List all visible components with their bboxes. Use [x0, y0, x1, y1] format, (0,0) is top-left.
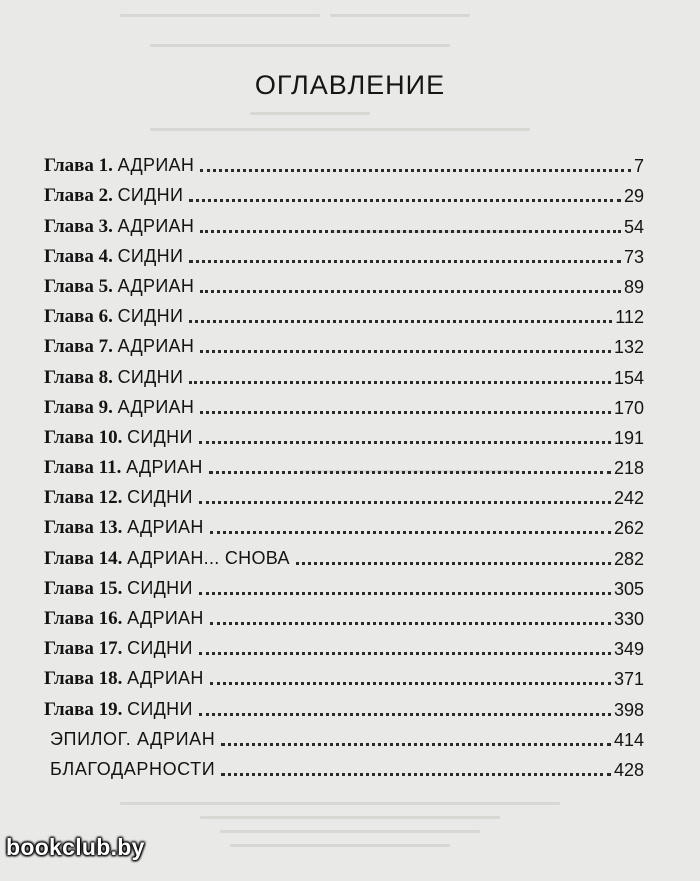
dot-leader [200, 289, 621, 293]
dot-leader [189, 198, 621, 202]
dot-leader [200, 229, 621, 233]
page-number: 89 [623, 276, 644, 297]
toc-entry-label [44, 274, 194, 299]
toc-entry[interactable] [44, 178, 644, 208]
chapter-title: СИДНИ [127, 638, 193, 659]
toc-entry-label [44, 455, 203, 480]
toc-entry[interactable] [44, 208, 644, 238]
dot-leader [296, 561, 611, 565]
chapter-number: Глава 12. [44, 487, 123, 509]
toc-entry-label [44, 727, 215, 752]
chapter-number: Глава 18. [44, 668, 123, 690]
toc-entry[interactable] [44, 269, 644, 299]
dot-leader [221, 772, 611, 776]
dot-leader [199, 651, 611, 655]
page-number: 132 [613, 337, 644, 358]
chapter-title: СИДНИ [117, 366, 184, 387]
toc-entry[interactable] [44, 571, 644, 601]
chapter-title: АДРИАН [117, 155, 195, 176]
page-number: 262 [613, 518, 644, 539]
page-number: 73 [623, 246, 644, 267]
chapter-number: Глава 16. [44, 608, 123, 629]
chapter-title: АДРИАН [127, 668, 204, 689]
dot-leader [200, 349, 611, 353]
toc-entry-label [44, 334, 194, 359]
dot-leader [199, 440, 611, 444]
toc-entry[interactable] [44, 752, 644, 782]
chapter-title: СИДНИ [127, 698, 193, 719]
dot-leader [199, 591, 611, 595]
chapter-title: СИДНИ [117, 306, 184, 327]
chapter-title: АДРИАН [127, 608, 204, 628]
chapter-number: Глава 10. [44, 426, 123, 448]
chapter-title: СИДНИ [127, 426, 193, 447]
toc-entry-label [44, 365, 183, 390]
chapter-number: Глава 14. [44, 547, 123, 569]
toc-entry-label [44, 395, 194, 420]
page-number: 112 [615, 307, 644, 328]
page-number: 428 [613, 759, 644, 780]
toc-entry[interactable] [44, 450, 644, 480]
chapter-number: Глава 19. [44, 698, 123, 720]
chapter-title: БЛАГОДАРНОСТИ [50, 758, 216, 779]
toc-entry[interactable] [44, 239, 644, 269]
page-number: 7 [633, 156, 644, 177]
dot-leader [200, 410, 611, 414]
toc-entry-label [44, 214, 194, 239]
chapter-number: Глава 6. [44, 306, 113, 328]
toc-entry[interactable] [44, 148, 644, 178]
chapter-title: АДРИАН [117, 336, 195, 357]
toc-entry-label [44, 546, 290, 571]
toc-entry-label [44, 425, 193, 450]
chapter-number: Глава 13. [44, 517, 123, 539]
page-number: 398 [613, 699, 644, 720]
toc-entry[interactable] [44, 691, 644, 721]
page-number: 170 [613, 397, 644, 418]
chapter-title: СИДНИ [117, 185, 184, 206]
chapter-number: Глава 2. [44, 185, 113, 207]
chapter-number: Глава 3. [44, 215, 113, 237]
dot-leader [189, 319, 612, 323]
page-number: 305 [613, 578, 644, 599]
dot-leader [199, 712, 611, 716]
toc-entry-label [44, 576, 193, 601]
toc-entry-label [44, 183, 183, 208]
toc-entry-label [44, 697, 193, 722]
table-of-contents [44, 148, 644, 782]
chapter-title: АДРИАН [117, 396, 195, 417]
dot-leader [210, 681, 611, 685]
toc-entry[interactable] [44, 510, 644, 540]
dot-leader [210, 621, 611, 625]
chapter-title: АДРИАН [126, 457, 203, 478]
page-number: 349 [613, 639, 644, 660]
chapter-title: АДРИАН [117, 215, 195, 236]
toc-entry[interactable] [44, 420, 644, 450]
chapter-number: Глава 4. [44, 245, 113, 267]
toc-entry-label [44, 636, 193, 661]
chapter-number: Глава 1. [44, 155, 113, 177]
page-number: 414 [613, 729, 644, 750]
chapter-title: СИДНИ [127, 577, 193, 598]
toc-entry[interactable] [44, 601, 644, 631]
toc-entry-label [44, 153, 194, 178]
chapter-title: АДРИАН [117, 275, 195, 296]
chapter-title: АДРИАН... СНОВА [127, 547, 290, 568]
page-number: 242 [613, 488, 644, 509]
dot-leader [189, 259, 621, 263]
chapter-number: Глава 5. [44, 275, 113, 297]
page-number: 29 [623, 186, 644, 207]
dot-leader [221, 742, 611, 746]
toc-entry[interactable] [44, 631, 644, 661]
toc-entry[interactable] [44, 359, 644, 389]
toc-entry-label [44, 666, 204, 691]
chapter-title: СИДНИ [127, 487, 193, 508]
chapter-title: АДРИАН [127, 517, 204, 538]
toc-entry-label [44, 606, 204, 631]
page-number: 371 [613, 669, 644, 690]
page-number: 330 [613, 609, 644, 629]
dot-leader [189, 380, 611, 384]
toc-entry[interactable] [44, 390, 644, 420]
toc-entry[interactable] [44, 480, 644, 510]
dot-leader [209, 470, 611, 474]
chapter-title: ЭПИЛОГ. АДРИАН [50, 728, 216, 749]
page-number: 54 [623, 216, 644, 237]
chapter-number: Глава 8. [44, 366, 113, 388]
chapter-number: Глава 11. [44, 457, 122, 479]
dot-leader [210, 530, 611, 534]
dot-leader [199, 500, 611, 504]
page-number: 154 [613, 367, 644, 388]
chapter-number: Глава 17. [44, 638, 123, 660]
page-number: 218 [613, 458, 644, 479]
chapter-number: Глава 15. [44, 577, 123, 599]
toc-entry-label [44, 515, 204, 540]
chapter-number: Глава 7. [44, 336, 113, 358]
toc-entry-label [44, 244, 183, 269]
toc-entry-label [44, 485, 193, 510]
page-title: ОГЛАВЛЕНИЕ [254, 70, 446, 100]
dot-leader [200, 168, 631, 172]
toc-entry[interactable] [44, 299, 644, 329]
chapter-title: СИДНИ [117, 245, 184, 266]
toc-entry[interactable] [44, 329, 644, 359]
toc-entry[interactable] [44, 722, 644, 752]
chapter-number: Глава 9. [44, 396, 113, 418]
watermark: bookclub.by [6, 834, 145, 860]
toc-entry-label [44, 304, 183, 329]
page-number: 282 [613, 548, 644, 569]
toc-entry-label [44, 757, 215, 782]
toc-entry[interactable] [44, 661, 644, 691]
page-number: 191 [613, 427, 644, 448]
toc-entry[interactable] [44, 540, 644, 570]
